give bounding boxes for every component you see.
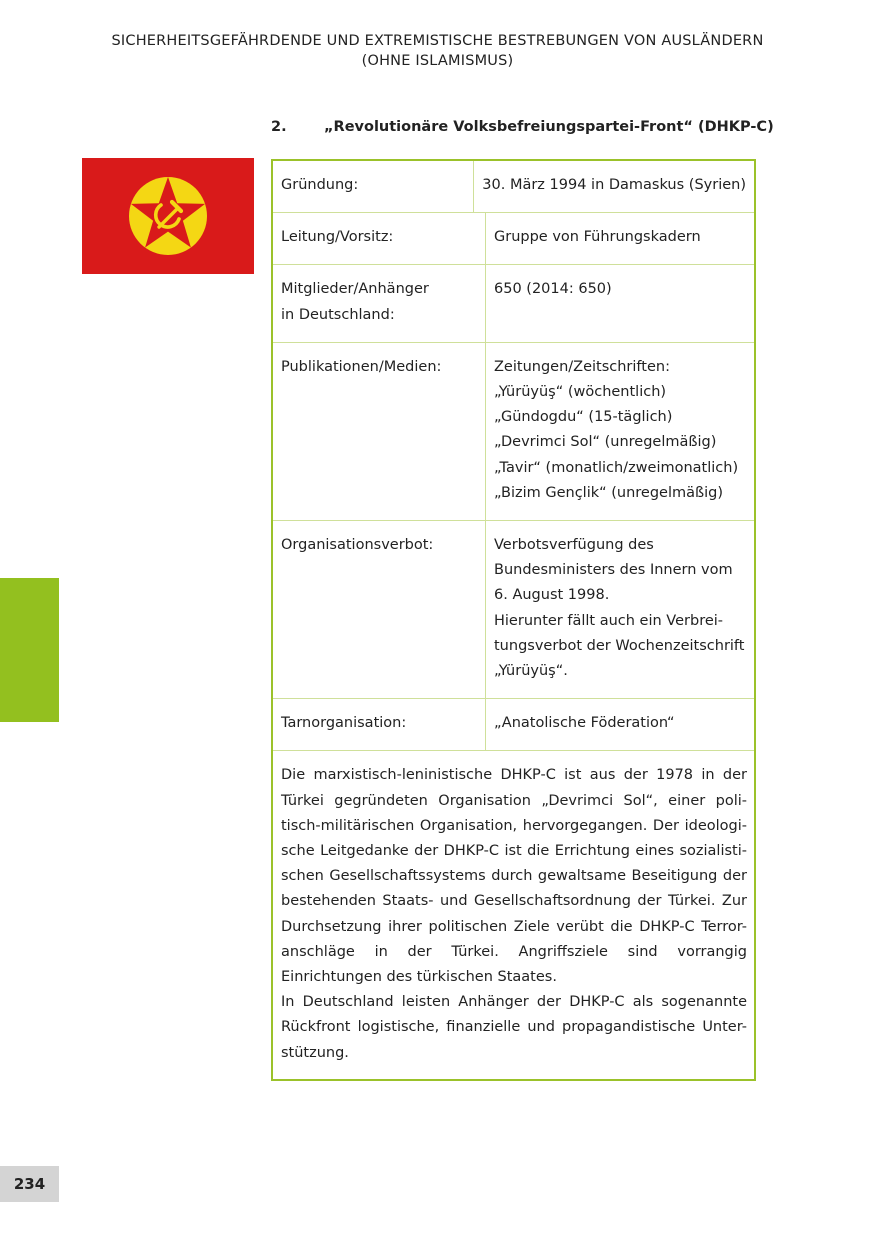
profile-value: 650 (2014: 650) xyxy=(494,281,612,298)
profile-row-leadership xyxy=(273,213,754,265)
section-title: „Revolutionäre Volksbefreiungspartei-Front“ (DHKP-C) xyxy=(324,119,774,135)
profile-label: Publikationen/Medien: xyxy=(273,343,486,520)
organization-profile-box xyxy=(271,159,756,1081)
running-header-line-2: (OHNE ISLAMISMUS) xyxy=(361,53,514,69)
profile-label: Tarnorganisation: xyxy=(273,699,486,750)
page-number: 234 xyxy=(0,1166,59,1202)
hammer-and-sickle-star-flag-icon xyxy=(82,158,254,274)
profile-description xyxy=(273,751,754,1078)
profile-label: Mitglieder/Anhänger in Deutschland: xyxy=(273,265,486,341)
description-paragraph: Die marxistisch-leninistische DHKP-C ist aus der 1978 in der Türkei gegründeten Organisation „Devrimci Sol“, einer poli-tisch-militärischen Organisation, hervorgegangen. Der ideologi-sche Leitgedanke der DHKP-C ist die Errichtung eines sozialisti-schen Gesellschaftssystems durch gewaltsame Beseitigung der bestehenden Staats- und Gesellschaftsordnung der Türkei. Zur Durchsetzung ihrer politischen Ziele verübt die DHKP-C Terror-anschläge in der Türkei. Angriffsziele sind vorrangig Einrichtungen des türkischen Staates. xyxy=(281,767,747,986)
profile-value: Gruppe von Führungskadern xyxy=(494,229,701,246)
profile-value: „Anatolische Föderation“ xyxy=(494,715,675,732)
section-number: 2. xyxy=(271,119,287,135)
profile-row-front-organisation xyxy=(273,699,754,751)
profile-row-ban xyxy=(273,521,754,699)
profile-value: 30. März 1994 in Damaskus (Syrien) xyxy=(482,177,746,193)
profile-row-members xyxy=(273,265,754,342)
running-header xyxy=(60,31,815,71)
running-header-line-1: SICHERHEITSGEFÄHRDENDE UND EXTREMISTISCHE BESTREBUNGEN VON AUSLÄNDERN xyxy=(111,33,764,49)
profile-label: Leitung/Vorsitz: xyxy=(273,213,486,264)
chapter-side-tab xyxy=(0,578,59,722)
profile-row-publications xyxy=(273,343,754,521)
profile-label: Gründung: xyxy=(273,161,474,212)
description-paragraph: In Deutschland leisten Anhänger der DHKP-C als sogenannte Rückfront logistische, finanzielle und propagandistische Unter-stützung. xyxy=(281,994,747,1061)
profile-row-founding xyxy=(273,161,754,213)
section-heading xyxy=(271,117,774,137)
profile-value: Zeitungen/Zeitschriften: „Yürüyüş“ (wöchentlich) „Gündogdu“ (15-täglich) „Devrimci Sol“ (unregelmäßig) „Tavir“ (monatlich/zweimonatlich) „Bizim Gençlik“ (unregelmäßig) xyxy=(494,358,739,501)
profile-value: Verbotsverfügung des Bundesministers des Innern vom 6. August 1998. Hierunter fällt auch ein Verbrei- tungsverbot der Wochenzeitschrift „Yürüyüş“. xyxy=(494,537,745,680)
profile-label: Organisationsverbot: xyxy=(273,521,486,698)
organization-flag xyxy=(82,158,254,274)
